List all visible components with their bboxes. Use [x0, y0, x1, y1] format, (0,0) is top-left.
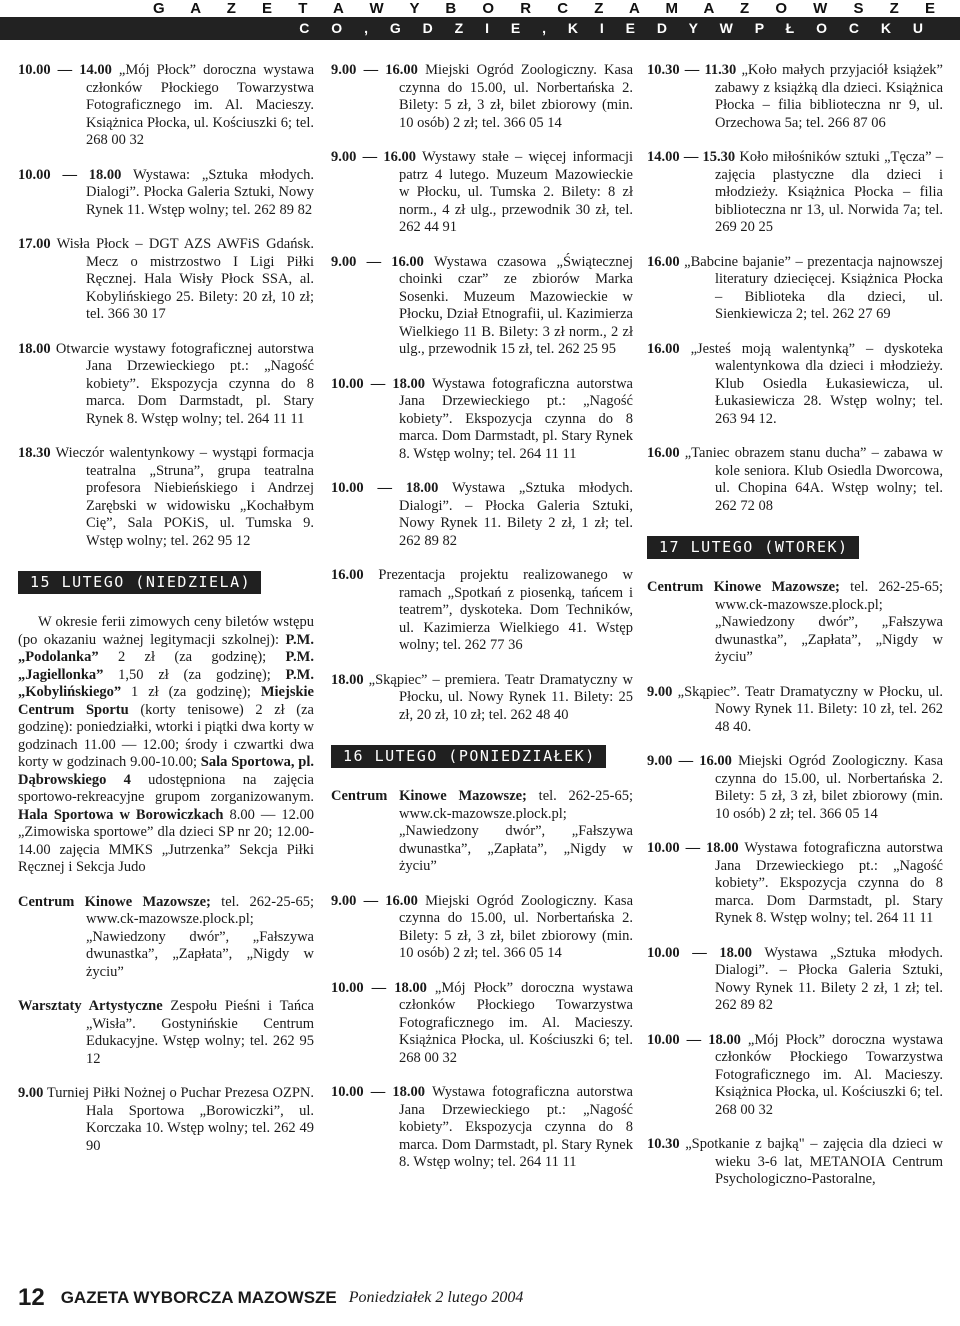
event — [647, 684, 943, 737]
event-time: 10.00 — 18.00 — [647, 840, 739, 856]
price-text: (korty tenisowe) 2 zł (za godzinę): poniedziałki, wtorki i piątki dwa korty w godzinach 11.00 — 12.00; środy i czwartki dwa korty w godzinach 9.00-10.00; — [18, 701, 314, 770]
masthead-title: G A Z E T A W Y B O R C Z A M A Z O W S Z E — [153, 0, 946, 17]
cinema-listing — [18, 894, 314, 982]
event-desc: „Skąpiec”. Teatr Dramatyczny w Płocku, ul. Nowy Rynek 11. Bilety: 10 zł, tel. 262 48 40. — [672, 683, 943, 735]
price-text: 1 zł (za godzinę); — [121, 684, 261, 700]
event — [647, 1136, 943, 1189]
venue-name: P.M. „Podolanka” — [18, 631, 314, 665]
event-desc: „Mój Płock” doroczna wystawa członków Płockiego Towarzystwa Fotograficznego im. Al. Macieszy. Książnica Płocka, ul. Kościuszki 6; tel. 268 00 32 — [86, 62, 315, 148]
day-header-16-feb: 16 LUTEGO (PONIEDZIAŁEK) — [331, 745, 606, 768]
page-footer — [18, 1283, 523, 1313]
event-desc: Wystawa „Sztuka młodych. Dialogi”. – Płocka Galeria Sztuki, Nowy Rynek 11. Bilety 2 zł, 1 zł; tel. 262 89 82 — [399, 480, 634, 549]
event-desc: Wystawa fotograficzna autorstwa Jana Drzewieckiego pt.: „Nagość kobiety”. Ekspozycja czynna do 8 marca. Dom Darmstadt, pl. Stary Rynek 8. Wstęp wolny; tel. 264 11 11 — [399, 1084, 633, 1170]
event — [647, 341, 943, 429]
event-time: 16.00 — [647, 445, 680, 461]
event-desc: Otwarcie wystawy fotograficznej autorstwa Jana Drzewieckiego pt.: „Nagość kobiety”. Ekspozycja czynna do 8 marca. Dom Darmstadt, pl. Stary Rynek 8. Wstęp wolny; tel. 264 11 11 — [50, 340, 314, 427]
event-desc: Koło miłośników sztuki „Tęcza” – zajęcia plastyczne dla dzieci i młodzieży. Książnica Płocka – filia biblioteczna nr 13, ul. Norwida 7a; tel. 269 20 25 — [715, 149, 943, 235]
event-time: 10.00 — 18.00 — [647, 944, 753, 961]
event — [18, 62, 314, 150]
event-desc: Wystawa czasowa „Świątecznej choinki czar” ze zbiorów Marka Sosenki. Muzeum Mazowieckie w Płocku, Dział Etnografii, ul. Kazimierza Wielkiego 11 B. Bilety: 3 zł norm., 2 zł ulg., przewodnik 15 zł, tel. 262 25 95 — [399, 253, 633, 357]
event — [18, 341, 314, 429]
event-time: 18.30 — [18, 445, 51, 461]
event-time: 10.00 — 18.00 — [331, 480, 439, 496]
event — [331, 376, 633, 464]
event-desc: „Mój Płock” doroczna wystawa członków Płockiego Towarzystwa Fotograficznego im. Al. Macieszy. Książnica Płocka, ul. Kościuszki 6; tel. 268 00 32 — [399, 979, 634, 1066]
event-time: 10.30 — [647, 1136, 680, 1152]
event-time: 9.00 — 16.00 — [331, 892, 418, 909]
event-desc: „Spotkanie z bajką" – zajęcia dla dzieci w wieku 3-6 lat, METANOIA Centrum Psychologiczno-Pastoralne, — [679, 1136, 943, 1187]
event — [18, 167, 314, 220]
event-desc: Wystawa „Sztuka młodych. Dialogi”. – Płocka Galeria Sztuki, Nowy Rynek 11. Bilety 2 zł, 1 zł; tel. 262 89 82 — [715, 944, 943, 1013]
event — [647, 445, 943, 515]
venue-name: Miejskie Centrum Sportu — [18, 684, 314, 718]
event-time: 9.00 — [647, 683, 673, 700]
event-time: 10.00 — 14.00 — [18, 62, 112, 78]
event — [647, 1032, 943, 1120]
event — [331, 62, 633, 132]
event — [647, 254, 943, 324]
event-desc: „Jesteś moją walentynką” – dyskoteka walentynkowa dla dzieci i młodzieży. Klub Osiedla Łukasiewicza, ul. Łukasiewicza 28. Wstęp wolny; tel. 263 94 12. — [679, 340, 943, 427]
price-text: udostępniona na zajęcia sportowo-rekreacyjne grupom zorganizowanym. — [18, 771, 314, 805]
cinema-listing — [331, 788, 633, 876]
event-desc: tel. 262-25-65; www.ck-mazowsze.plock.pl; „Nawiedzony dwór”, „Fałszywa dwunastka”, „Zapłata”, „Nigdy w życiu” — [86, 893, 314, 980]
masthead-subtitle: C O , G D Z I E , K I E D Y W P Ł O C K U — [0, 17, 960, 40]
event-desc: Miejski Ogród Zoologiczny. Kasa czynna do 15.00, ul. Norbertańska 2. Bilety: 5 zł, 3 zł, bilet zbiorowy (min. 10 osób) 2 zł; tel. 366 05 14 — [399, 892, 634, 961]
venue-name: P.M. „Jagiellonka” — [18, 649, 314, 683]
column-3 — [647, 62, 943, 1206]
event — [647, 149, 943, 237]
event-desc: Miejski Ogród Zoologiczny. Kasa czynna do 15.00, ul. Norbertańska 2. Bilety: 5 zł, 3 zł, bilet zbiorowy (min. 10 osób) 2 zł; tel. 366 05 14 — [399, 62, 634, 131]
event — [331, 893, 633, 963]
event-time: 9.00 — 16.00 — [331, 253, 424, 270]
cinema-listing — [647, 579, 943, 667]
event-time: 18.00 — [18, 340, 51, 357]
venue-name: Centrum Kinowe Mazowsze; — [647, 579, 840, 595]
event-desc: Wisła Płock – DGT AZS AWFiS Gdańsk. Mecz o mistrzostwo I Ligi Piłki Ręcznej. Hala Wisły Płock SSA, al. Kobylińskiego 25. Bilety: 20 zł, 10 zł; tel. 366 30 17 — [50, 236, 314, 322]
event-desc: „Skąpiec” – premiera. Teatr Dramatyczny w Płocku, ul. Nowy Rynek 11. Bilety: 25 zł, 20 zł, 10 zł; tel. 262 48 40 — [363, 671, 633, 723]
venue-name: Centrum Kinowe Mazowsze; — [331, 788, 527, 804]
event-time: 10.00 — 18.00 — [647, 1031, 741, 1048]
event-time: 16.00 — [647, 253, 680, 270]
event-time: 9.00 — 16.00 — [331, 62, 418, 78]
event-time: 10.00 — 18.00 — [18, 166, 122, 183]
price-text: 2 zł (za godzinę); — [98, 649, 286, 665]
event-desc: „Koło małych przyjaciół książek” zabawy z książką dla dzieci. Książnica Płocka – filia biblioteczna nr 9, ul. Orzechowa 5a; tel. 266 87 06 — [715, 62, 943, 131]
event-time: 18.00 — [331, 671, 364, 688]
event — [331, 672, 633, 725]
event-desc: Miejski Ogród Zoologiczny. Kasa czynna do 15.00, ul. Norbertańska 2. Bilety: 5 zł, 3 zł, bilet zbiorowy (min. 10 osób) 2 zł; tel. 366 05 14 — [715, 753, 944, 822]
event-time: 10.30 — 11.30 — [647, 62, 737, 78]
event — [18, 236, 314, 324]
event-time: 9.00 — 16.00 — [647, 753, 732, 769]
column-1 — [18, 62, 314, 1172]
event — [647, 753, 943, 823]
event-time: 16.00 — [647, 340, 680, 357]
event-desc: „Babcine bajanie” – prezentacja najnowszej literatury dziecięcej. Książnica Płocka – Biblioteka dla dzieci, ul. Sienkiewicza 2; tel. 262 27 69 — [679, 253, 943, 322]
event-time: 17.00 — [18, 236, 51, 252]
footer-title: GAZETA WYBORCZA MAZOWSZE — [60, 1288, 337, 1307]
event-desc: Turniej Piłki Nożnej o Puchar Prezesa OZPN. Hala Sportowa „Borowiczki”, ul. Korczaka 10. Wstęp wolny; tel. 262 49 90 — [43, 1085, 314, 1154]
event — [647, 840, 943, 928]
event — [18, 1085, 314, 1155]
venue-name: P.M. „Kobylińskiego” — [18, 666, 314, 700]
day-header-17-feb: 17 LUTEGO (WTOREK) — [647, 536, 859, 559]
event-desc: Prezentacja projektu realizowanego w ramach „Spotkań z piosenką, tańcem i teatrem”, dyskoteka. Dom Techników, ul. Kazimierza Wielkiego 41. Wstęp wolny; tel. 262 77 36 — [363, 567, 633, 653]
price-text: 8.00 — 12.00 „Zimowiska sportowe” dla dzieci SP nr 20; 12.00-14.00 zajęcia MMKS „Jutrzenka” Sekcja Piłki Ręcznej i Sekcja Judo — [18, 806, 315, 875]
event-desc: „Mój Płock” doroczna wystawa członków Płockiego Towarzystwa Fotograficznego im. Al. Macieszy. Książnica Płocka, ul. Kościuszki 6; tel. 268 00 32 — [715, 1031, 944, 1118]
event-time: 9.00 — 16.00 — [331, 149, 417, 165]
event — [331, 149, 633, 237]
day-header-15-feb: 15 LUTEGO (NIEDZIELA) — [18, 571, 261, 594]
event-time: 16.00 — [331, 567, 364, 583]
event — [331, 254, 633, 359]
event — [331, 980, 633, 1068]
venue-name: Warsztaty Artystyczne — [18, 998, 163, 1014]
ferie-prices — [18, 614, 314, 877]
event — [18, 998, 314, 1068]
event — [331, 567, 633, 655]
event — [647, 945, 943, 1015]
event — [331, 1084, 633, 1172]
event-desc: Wystawa: „Sztuka młodych. Dialogi”. Płocka Galeria Sztuki, Nowy Rynek 11. Wstęp wolny; tel. 262 89 82 — [86, 166, 314, 218]
event-desc: tel. 262-25-65; www.ck-mazowsze.plock.pl; „Nawiedzony dwór”, „Fałszywa dwunastka”, „Zapłata”, „Nigdy w życiu” — [399, 788, 633, 874]
event-desc: Wystawa fotograficzna autorstwa Jana Drzewieckiego pt.: „Nagość kobiety”. Ekspozycja czynna do 8 marca. Dom Darmstadt, pl. Stary Rynek 8. Wstęp wolny; tel. 264 11 11 — [715, 840, 943, 926]
ferie-intro: W okresie ferii zimowych ceny biletów wstępu (po okazaniu ważnej legitymacji szkolnej): — [18, 614, 314, 648]
venue-name: Sala Sportowa, pl. Dąbrowskiego 4 — [18, 754, 314, 788]
event-desc: Wystawa fotograficzna autorstwa Jana Drzewieckiego pt.: „Nagość kobiety”. Ekspozycja czynna do 8 marca. Dom Darmstadt, pl. Stary Rynek 8. Wstęp wolny; tel. 264 11 11 — [399, 375, 633, 462]
event-desc: Zespołu Pieśni i Tańca „Wisła”. Gostynińskie Centrum Edukacyjne. Wstęp wolny; tel. 262 95 12 — [86, 998, 314, 1067]
page-number: 12 — [18, 1284, 45, 1311]
event — [331, 480, 633, 550]
event-time: 14.00 — 15.30 — [647, 149, 736, 165]
issue-date: Poniedziałek 2 lutego 2004 — [348, 1289, 524, 1306]
event-desc: „Taniec obrazem stanu ducha” – zabawa w kole seniora. Klub Osiedla Dworcowa, ul. Chopina 64A. Wstęp wolny; tel. 262 72 08 — [679, 445, 943, 514]
event — [647, 62, 943, 132]
event-time: 10.00 — 18.00 — [331, 375, 426, 392]
venue-name: Hala Sportowa w Borowiczkach — [18, 806, 224, 823]
event-desc: tel. 262-25-65; www.ck-mazowsze.plock.pl; „Nawiedzony dwór”, „Fałszywa dwunastka”, „Zapłata”, „Nigdy w życiu” — [715, 579, 943, 665]
venue-name: Centrum Kinowe Mazowsze; — [18, 893, 211, 910]
event-desc: Wieczór walentynkowy – wystąpi formacja teatralna „Struna”, grupa teatralna profesora Niebieńskiego i Andrzej Zarębski w widowisku „Kochałbym Cię”, Sala POKiS, ul. Tumska 9. Wstęp wolny; tel. 262 95 12 — [50, 445, 314, 549]
event-time: 10.00 — 18.00 — [331, 979, 427, 996]
price-text: 1,50 zł (za godzinę); — [103, 666, 286, 683]
column-2 — [331, 62, 633, 1189]
event — [18, 445, 314, 550]
event-time: 10.00 — 18.00 — [331, 1084, 426, 1100]
event-time: 9.00 — [18, 1085, 44, 1101]
event-desc: Wystawy stałe – więcej informacji patrz 4 lutego. Muzeum Mazowieckie w Płocku, ul. Tumska 2. Bilety: 8 zł norm., 4 zł ulg., przewodnik 30 zł, tel. 262 44 91 — [399, 149, 634, 235]
